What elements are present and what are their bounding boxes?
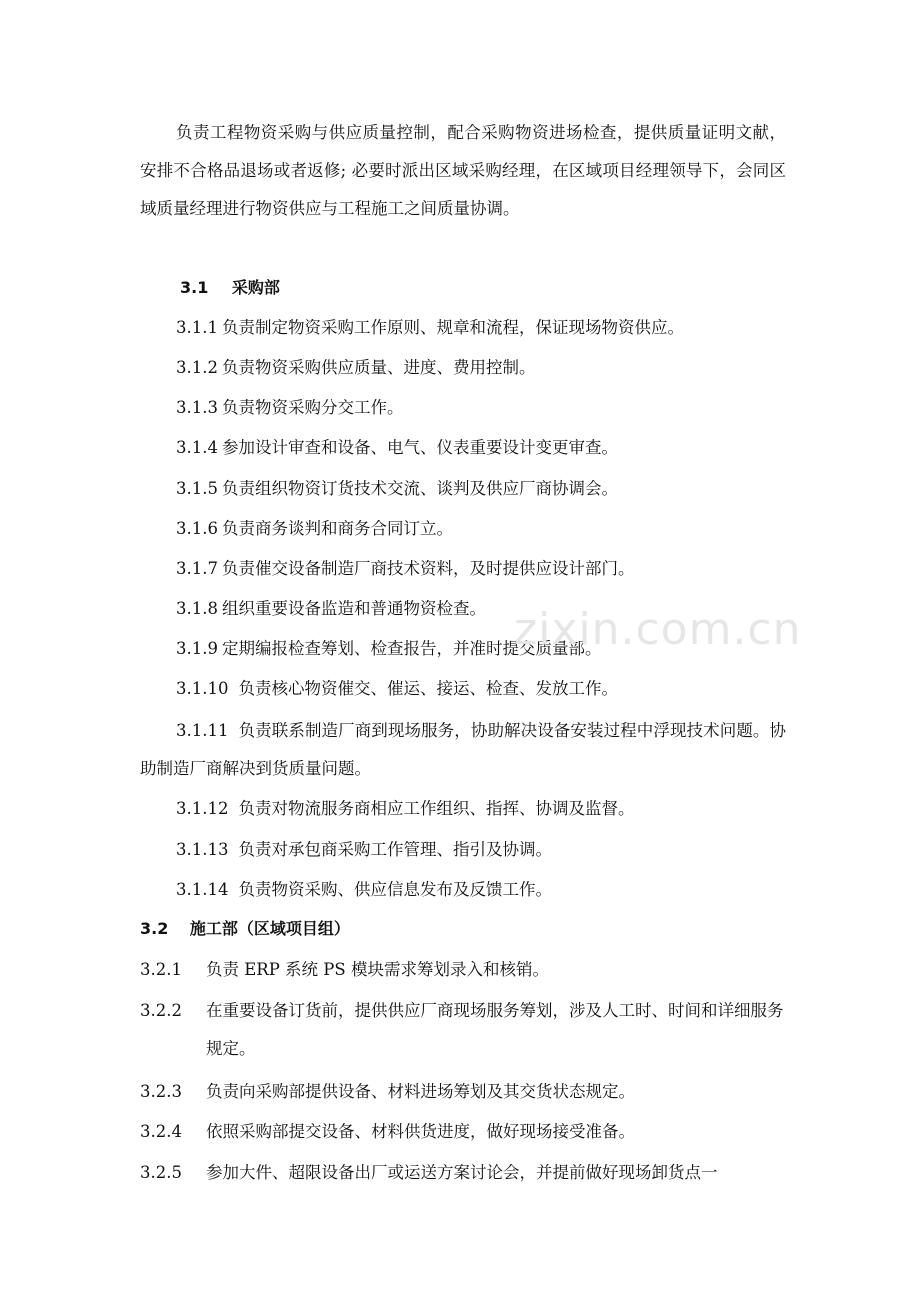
item-text: 负责催交设备制造厂商技术资料，及时提供应设计部门。 bbox=[221, 559, 635, 578]
item-text: 定期编报检查筹划、检查报告，并准时提交质量部。 bbox=[221, 639, 602, 658]
list-item bbox=[140, 712, 786, 788]
list-item bbox=[140, 871, 786, 909]
item-number: 3.1.3 bbox=[176, 398, 218, 417]
item-number: 3.1.7 bbox=[176, 559, 218, 578]
list-item bbox=[140, 1154, 786, 1192]
item-number: 3.2.2 bbox=[140, 1001, 182, 1020]
item-text: 负责向采购部提供设备、材料进场筹划及其交货状态规定。 bbox=[206, 1082, 635, 1101]
item-text: 负责联系制造厂商到现场服务，协助解决设备安装过程中浮现技术问题。协助制造厂商解决到货质量问题。 bbox=[140, 721, 786, 778]
item-number: 3.1.8 bbox=[176, 599, 218, 618]
item-text: 负责对物流服务商相应工作组织、指挥、协调及监督。 bbox=[238, 799, 635, 818]
list-item bbox=[140, 790, 786, 828]
item-text: 负责物资采购、供应信息发布及反馈工作。 bbox=[238, 880, 552, 899]
item-text: 参加大件、超限设备出厂或运送方案讨论会，并提前做好现场卸货点一 bbox=[206, 1163, 718, 1182]
item-number: 3.1.12 bbox=[176, 799, 229, 818]
section-title: 采购部 bbox=[231, 278, 280, 297]
item-number: 3.1.5 bbox=[176, 479, 218, 498]
item-number: 3.1.13 bbox=[176, 840, 229, 859]
list-item bbox=[140, 349, 786, 387]
list-item bbox=[140, 1073, 786, 1111]
list-item bbox=[140, 1113, 786, 1151]
item-number: 3.1.6 bbox=[176, 519, 218, 538]
list-item bbox=[140, 992, 786, 1068]
list-item bbox=[140, 510, 786, 548]
item-text: 在重要设备订货前，提供供应厂商现场服务筹划，涉及人工时、时间和详细服务规定。 bbox=[206, 1001, 784, 1058]
section-number: 3.2 bbox=[140, 919, 169, 938]
section-title: 施工部（区域项目组） bbox=[189, 919, 350, 938]
item-number: 3.2.1 bbox=[140, 960, 182, 979]
item-number: 3.2.3 bbox=[140, 1082, 182, 1101]
item-number: 3.1.4 bbox=[176, 438, 218, 457]
list-item bbox=[140, 550, 786, 588]
item-number: 3.1.1 bbox=[176, 318, 218, 337]
list-item bbox=[140, 951, 786, 989]
section-heading-3-2 bbox=[140, 914, 350, 944]
item-number: 3.1.9 bbox=[176, 639, 218, 658]
section-number: 3.1 bbox=[180, 278, 209, 297]
list-item bbox=[140, 831, 786, 869]
item-text: 负责核心物资催交、催运、接运、检查、发放工作。 bbox=[238, 679, 618, 698]
item-text: 负责组织物资订货技术交流、谈判及供应厂商协调会。 bbox=[221, 479, 618, 498]
item-text: 参加设计审查和设备、电气、仪表重要设计变更审查。 bbox=[221, 438, 618, 457]
item-text: 负责物资采购供应质量、进度、费用控制。 bbox=[221, 358, 536, 377]
list-item bbox=[140, 470, 786, 508]
item-number: 3.2.5 bbox=[140, 1163, 182, 1182]
item-text: 负责制定物资采购工作原则、规章和流程，保证现场物资供应。 bbox=[221, 318, 684, 337]
item-text: 负责商务谈判和商务合同订立。 bbox=[221, 519, 453, 538]
item-number: 3.1.2 bbox=[176, 358, 218, 377]
item-text: 依照采购部提交设备、材料供货进度，做好现场接受准备。 bbox=[206, 1122, 635, 1141]
list-item bbox=[140, 389, 786, 427]
item-number: 3.1.11 bbox=[176, 721, 229, 740]
item-number: 3.1.14 bbox=[176, 880, 229, 899]
watermark: zixin.com.cn bbox=[514, 604, 802, 655]
item-number: 3.2.4 bbox=[140, 1122, 182, 1141]
list-item bbox=[140, 309, 786, 347]
item-text: 负责对承包商采购工作管理、指引及协调。 bbox=[238, 840, 552, 859]
item-text: 负责物资采购分交工作。 bbox=[221, 398, 404, 417]
section-heading-3-1 bbox=[180, 273, 280, 303]
item-number: 3.1.10 bbox=[176, 679, 229, 698]
list-item bbox=[140, 670, 786, 708]
item-text: 组织重要设备监造和普通物资检查。 bbox=[221, 599, 486, 618]
intro-paragraph: 负责工程物资采购与供应质量控制，配合采购物资进场检查，提供质量证明文献，安排不合格品退场或者返修; 必要时派出区域采购经理，在区域项目经理领导下，会同区域质量经理进行物资供应与工程施工之间质量协调。 bbox=[140, 123, 786, 218]
item-text: 负责 ERP 系统 PS 模块需求筹划录入和核销。 bbox=[206, 960, 549, 979]
list-item bbox=[140, 429, 786, 467]
